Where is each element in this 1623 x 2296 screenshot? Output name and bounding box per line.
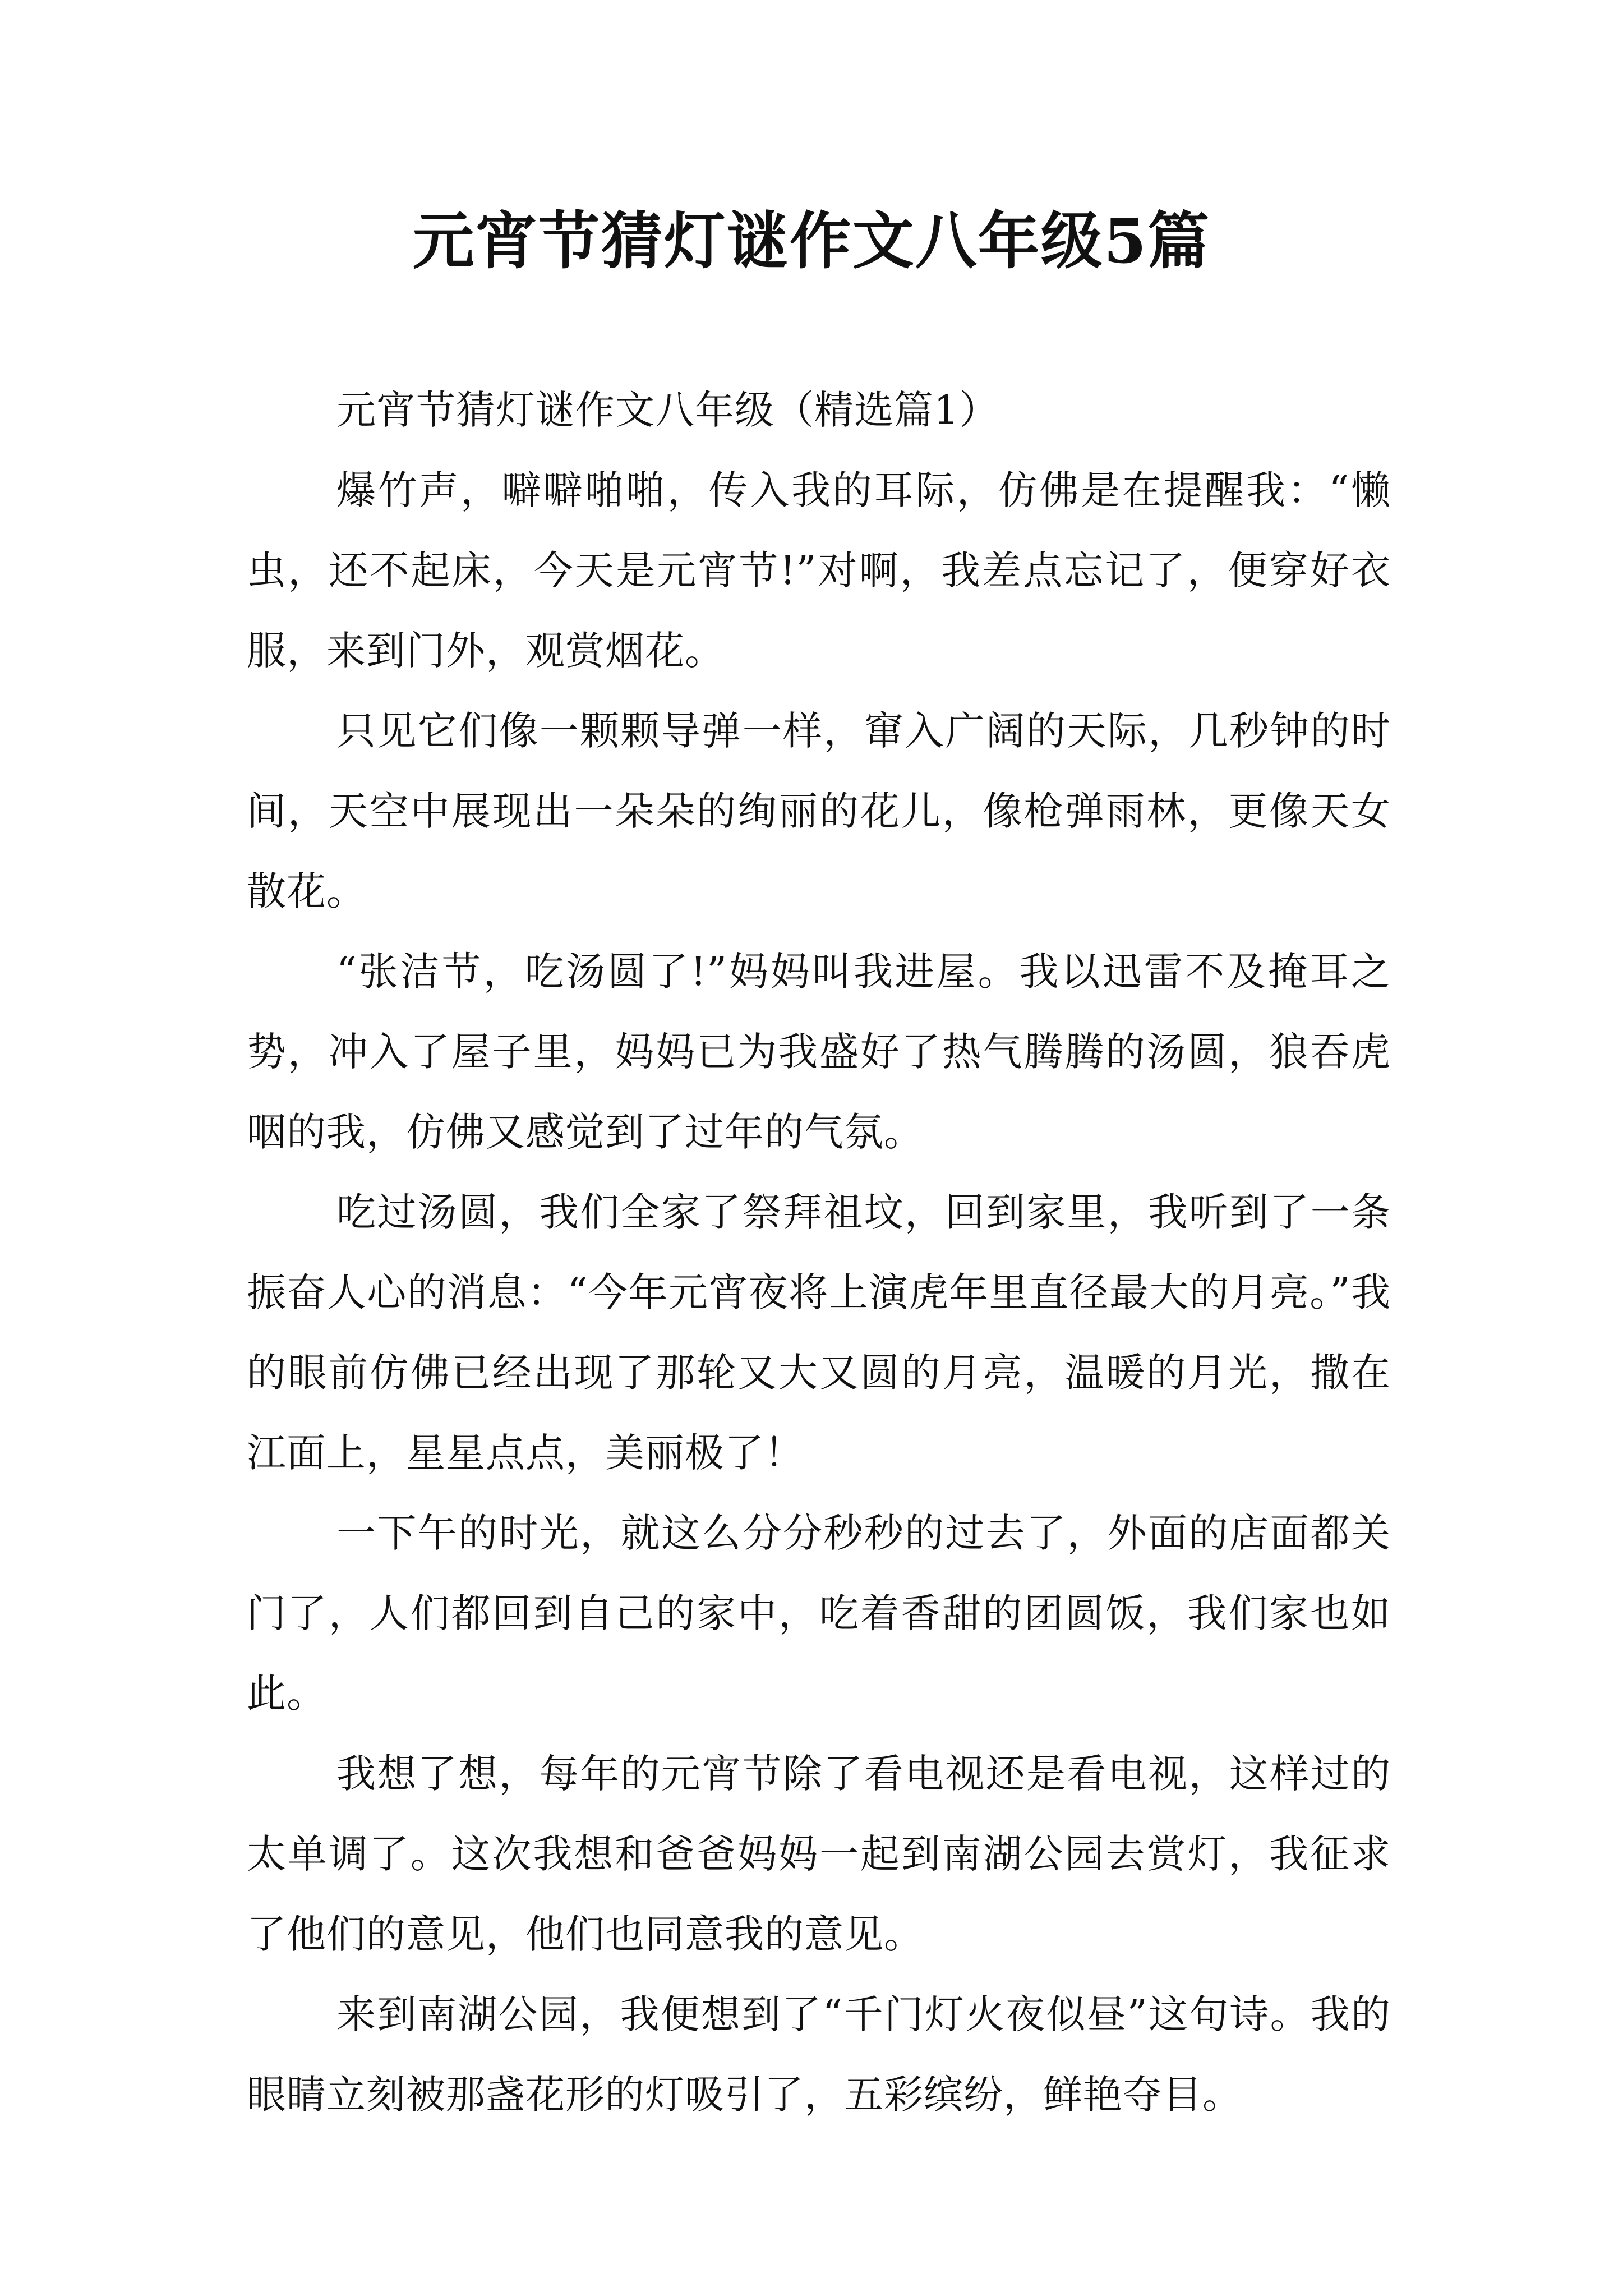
paragraph-1: 爆竹声，噼噼啪啪，传入我的耳际，仿佛是在提醒我：“懒虫，还不起床，今天是元宵节!”对啊，我差点忘记了，便穿好衣服，来到门外，观赏烟花。 [247,467,1391,674]
paragraph-4: 吃过汤圆，我们全家了祭拜祖坟，回到家里，我听到了一条振奋人心的消息：“今年元宵夜将上演虎年里直径最大的月亮。”我的眼前仿佛已经出现了那轮又大又圆的月亮，温暖的月光，撒在江面上，星星点点，美丽极了！ [247,1189,1391,1476]
section-subheading: 元宵节猜灯谜作文八年级（精选篇1） [336,387,999,433]
document-body [247,370,1391,2135]
paragraph-3: “张洁节，吃汤圆了!”妈妈叫我进屋。我以迅雷不及掩耳之势，冲入了屋子里，妈妈已为我盛好了热气腾腾的汤圆，狼吞虎咽的我，仿佛又感觉到了过年的气氛。 [247,949,1391,1155]
paragraph-7: 来到南湖公园，我便想到了“千门灯火夜似昼”这句诗。我的眼睛立刻被那盏花形的灯吸引了，五彩缤纷，鲜艳夺目。 [247,1991,1391,2118]
paragraph-2: 只见它们像一颗颗导弹一样，窜入广阔的天际，几秒钟的时间，天空中展现出一朵朵的绚丽的花儿，像枪弹雨林，更像天女散花。 [247,708,1391,914]
paragraph-6: 我想了想，每年的元宵节除了看电视还是看电视，这样过的太单调了。这次我想和爸爸妈妈一起到南湖公园去赏灯，我征求了他们的意见，他们也同意我的意见。 [247,1751,1391,1957]
paragraph-5: 一下午的时光，就这么分分秒秒的过去了，外面的店面都关门了，人们都回到自己的家中，吃着香甜的团圆饭，我们家也如此。 [247,1510,1391,1717]
document-title: 元宵节猜灯谜作文八年级5篇 [412,205,1211,277]
